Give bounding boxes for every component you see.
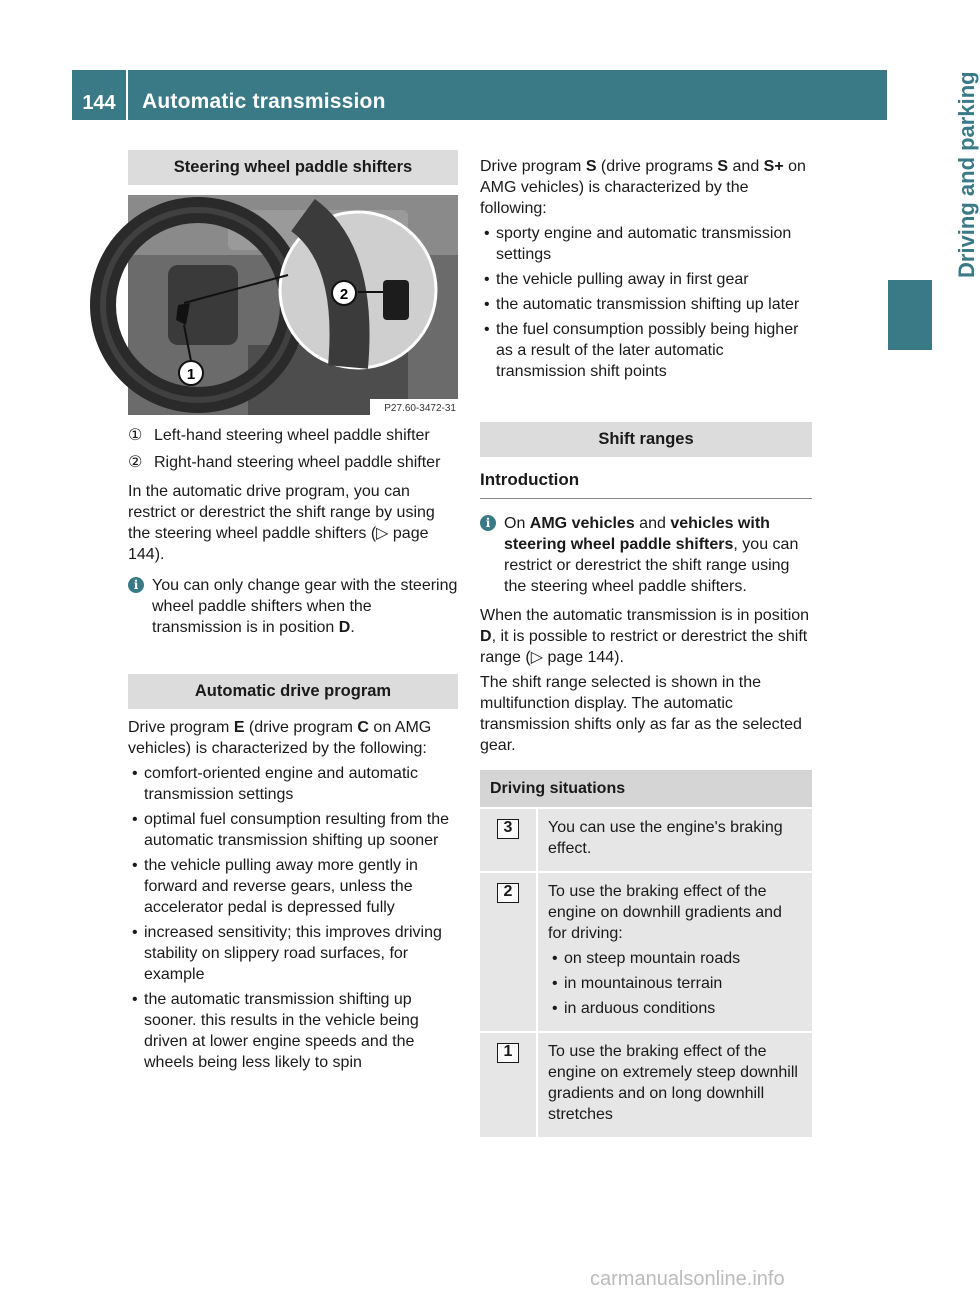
legend-item	[128, 452, 458, 473]
list-item: • in arduous conditions	[548, 998, 804, 1019]
left-column	[128, 150, 458, 1073]
table-cell: To use the braking effect of the engine on extremely steep downhill gradients and on long downhill stretches	[548, 1043, 798, 1123]
list-item: • the automatic transmission shifting up later	[480, 294, 812, 315]
right-column	[480, 150, 812, 1137]
list-item: • sporty engine and automatic transmission settings	[480, 223, 812, 265]
driving-situations-table	[480, 770, 812, 1137]
page-number: 144	[82, 92, 116, 114]
s-program-bullet-list	[480, 223, 812, 382]
page-title: Automatic transmission	[142, 90, 386, 113]
callout-1: 1	[186, 366, 196, 383]
figure-code: P27.60-3472-31	[384, 403, 456, 414]
section-heading-shift-ranges: Shift ranges	[480, 422, 812, 457]
legend-number: ②	[128, 454, 143, 471]
list-item: • optimal fuel consumption resulting from the automatic transmission shifting up sooner	[128, 809, 458, 851]
watermark: carmanualsonline.info	[590, 1268, 785, 1290]
table-cell: To use the braking effect of the engine on downhill gradients and for driving:	[548, 883, 782, 942]
legend-text: Right-hand steering wheel paddle shifter	[154, 454, 441, 471]
steering-wheel-illustration	[128, 195, 458, 415]
legend-item	[128, 425, 458, 446]
info-note	[128, 575, 458, 638]
table-bullet-list	[548, 948, 804, 1019]
subheading-introduction: Introduction	[480, 469, 812, 499]
table-row	[480, 873, 812, 1031]
legend-number: ①	[128, 427, 143, 444]
steering-wheel-figure	[128, 195, 458, 415]
s-program-intro: Drive program S (drive programs S and S+ on AMG vehicles) is characterized by the following:	[480, 158, 806, 217]
adp-bullet-list	[128, 763, 458, 1073]
info-icon: i	[480, 515, 496, 531]
side-tab-marker	[888, 280, 932, 350]
section-heading-paddle-shifters: Steering wheel paddle shifters	[128, 150, 458, 185]
list-item: • the vehicle pulling away in first gear	[480, 269, 812, 290]
gear-1-icon: 1	[497, 1043, 519, 1063]
list-item: • comfort-oriented engine and automatic transmission settings	[128, 763, 458, 805]
adp-intro-text: Drive program E (drive program C on AMG vehicles) is characterized by the following:	[128, 719, 432, 757]
table-header: Driving situations	[480, 770, 812, 807]
paddle-intro-text: In the automatic drive program, you can restrict or derestrict the shift range by using the steering wheel paddle shifters (▷ page 144).	[128, 483, 435, 563]
list-item: • the automatic transmission shifting up sooner. this results in the vehicle being driven at lower engine speeds and the wheels being less likely to spin	[128, 989, 458, 1073]
gear-2-icon: 2	[497, 883, 519, 903]
header-bar	[128, 70, 887, 120]
table-cell: You can use the engine's braking effect.	[548, 819, 783, 857]
table-row	[480, 1033, 812, 1137]
list-item: • increased sensitivity; this improves driving stability on slippery road surfaces, for example	[128, 922, 458, 985]
legend-text: Left-hand steering wheel paddle shifter	[154, 427, 430, 444]
info-note	[480, 513, 812, 597]
page-number-box	[72, 70, 126, 120]
section-heading-automatic-drive-program: Automatic drive program	[128, 674, 458, 709]
list-item: • the vehicle pulling away more gently in forward and reverse gears, unless the accelerator pedal is depressed fully	[128, 855, 458, 918]
callout-2: 2	[339, 286, 349, 303]
gear-3-icon: 3	[497, 819, 519, 839]
info-note-text: You can only change gear with the steering wheel paddle shifters when the transmission is in position D.	[152, 577, 458, 636]
info-note-text: On AMG vehicles and vehicles with steering wheel paddle shifters, you can restrict or derestrict the shift range using the steering wheel paddle shifters.	[504, 515, 799, 595]
list-item: • the fuel consumption possibly being higher as a result of the later automatic transmission shift points	[480, 319, 812, 382]
table-row	[480, 809, 812, 871]
list-item: • in mountainous terrain	[548, 973, 804, 994]
info-icon: i	[128, 577, 144, 593]
shift-range-paragraph: When the automatic transmission is in position D, it is possible to restrict or derestrict the shift range (▷ page 144).	[480, 607, 810, 666]
list-item: • on steep mountain roads	[548, 948, 804, 969]
side-tab-label: Driving and parking	[954, 71, 979, 278]
shift-range-display-paragraph: The shift range selected is shown in the multifunction display. The automatic transmission shifts only as far as the selected gear.	[480, 674, 802, 754]
